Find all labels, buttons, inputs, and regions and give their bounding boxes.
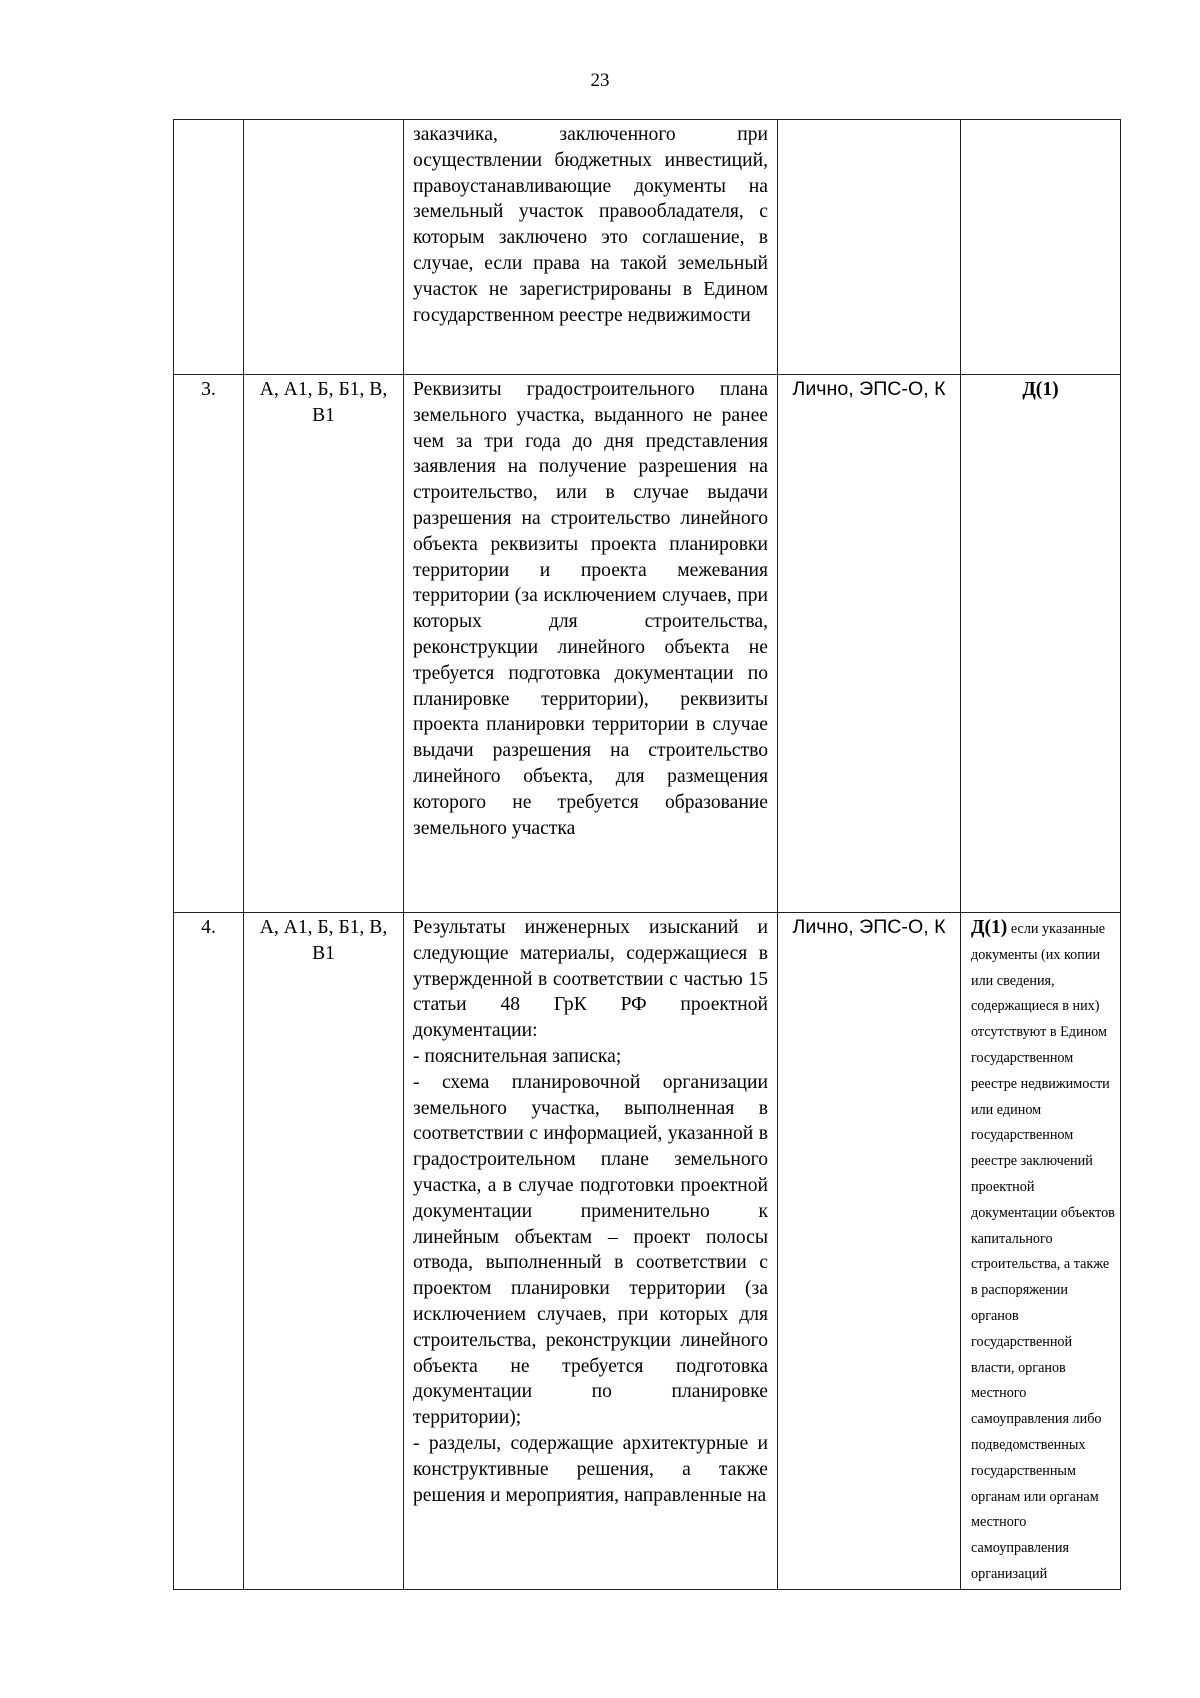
row-description: [404, 913, 778, 1590]
code-value: Д(1): [971, 917, 1008, 938]
table-row: [174, 120, 1121, 375]
row-categories: [244, 120, 404, 375]
description-paragraph: Результаты инженерных изысканий и следующие материалы, содержащиеся в утвержденной в соответствии с частью 15 статьи 48 ГрК РФ проектной документации:: [413, 917, 768, 1042]
description-list-item: - пояснительная записка;: [413, 1045, 622, 1067]
row-code: [961, 120, 1121, 375]
row-number: [174, 120, 244, 375]
row-submission-method: Лично, ЭПС-О, К: [778, 913, 961, 1590]
table-row: [174, 913, 1121, 1590]
row-number: 3.: [174, 375, 244, 913]
description-list-item: - разделы, содержащие архитектурные и конструктивные решения, а также решения и мероприятия, направленные на: [413, 1432, 768, 1506]
row-submission-method: [778, 120, 961, 375]
row-categories: А, А1, Б, Б1, В, В1: [244, 375, 404, 913]
requirements-table: [173, 119, 1121, 1590]
row-submission-method: Лично, ЭПС-О, К: [778, 375, 961, 913]
row-description: Реквизиты градостроительного плана земельного участка, выданного не ранее чем за три года до дня представления заявления на получение разрешения на строительство, или в случае выдачи разрешения на строительство линейного объекта реквизиты проекта планировки территории и проекта межевания территории (за исключением случаев, при которых для строительства, реконструкции линейного объекта не требуется подготовка документации по планировке территории), реквизиты проекта планировки территории в случае выдачи разрешения на строительство линейного объекта, для размещения которого не требуется образование земельного участка: [404, 375, 778, 913]
code-note: если указанные документы (их копии или сведения, содержащиеся в них) отсутствуют в Едином государственном реестре недвижимости или едином государственном реестре заключений проектной документации объектов капитального строительства, а также в распоряжении органов государственной власти, органов местного самоуправления либо подведомственных государственным органам или органам местного самоуправления организаций: [971, 921, 1115, 1582]
row-code: Д(1): [961, 375, 1121, 913]
table-row: [174, 375, 1121, 913]
row-code: [961, 913, 1121, 1590]
description-list-item: - схема планировочной организации земельного участка, выполненная в соответствии с информацией, указанной в градостроительном плане земельного участка, а в случае подготовки проектной документации применительно к линейным объектам – проект полосы отвода, выполненный в соответствии с проектом планировки территории (за исключением случаев, при которых для строительства, реконструкции линейного объекта не требуется подготовка документации по планировке территории);: [413, 1071, 768, 1429]
row-categories: А, А1, Б, Б1, В, В1: [244, 913, 404, 1590]
row-description: заказчика, заключенного при осуществлении бюджетных инвестиций, правоустанавливающие документы на земельный участок правообладателя, с которым заключено это соглашение, в случае, если права на такой земельный участок не зарегистрированы в Едином государственном реестре недвижимости: [404, 120, 778, 375]
row-number: 4.: [174, 913, 244, 1590]
page-number: 23: [590, 70, 610, 91]
